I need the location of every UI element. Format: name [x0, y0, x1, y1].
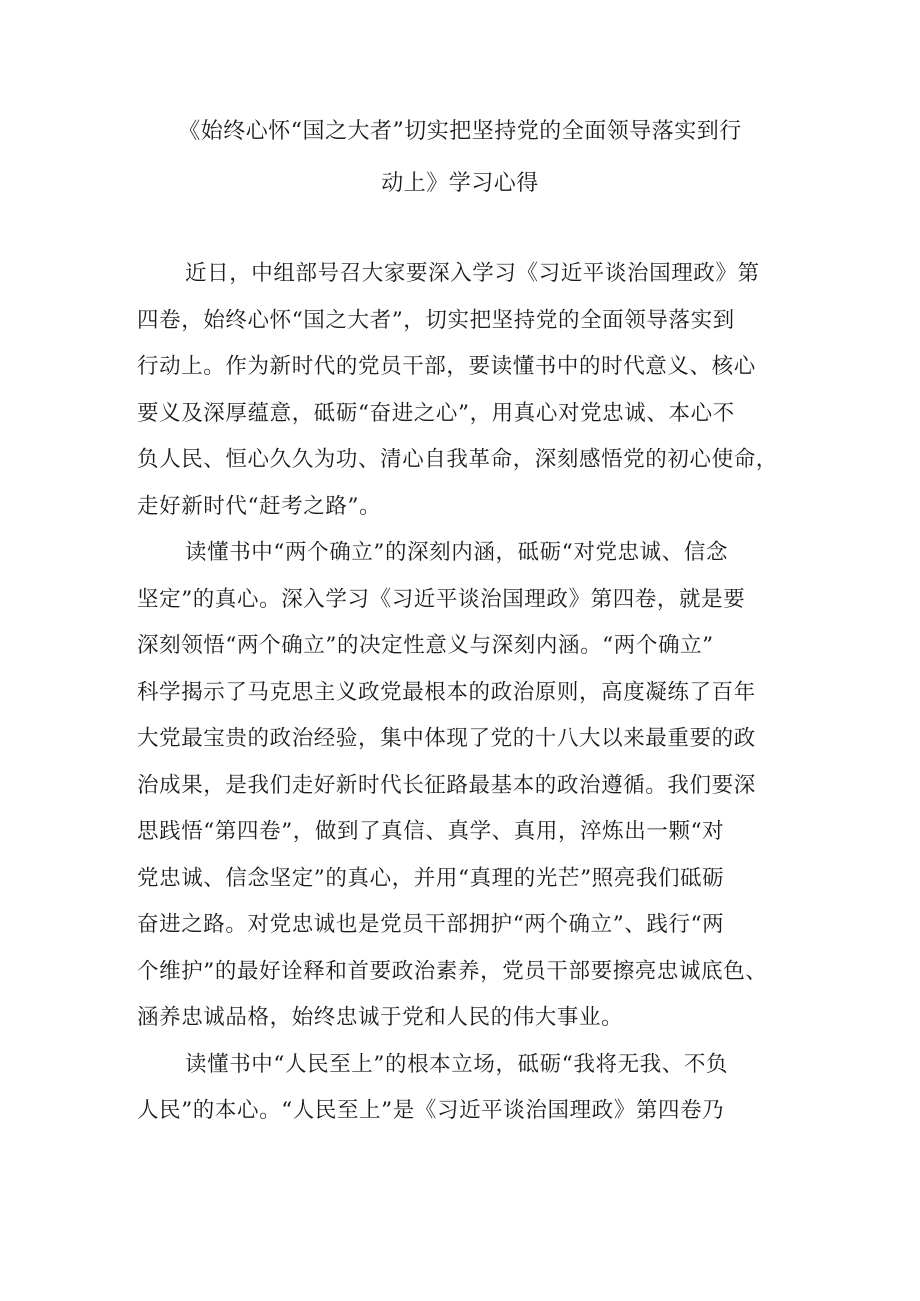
text-line: 个维护”的最好诠释和首要政治素养，党员干部要擦亮忠诚底色、 [137, 958, 768, 984]
text-line: 四卷，始终心怀“国之大者”，切实把坚持党的全面领导落实到 [137, 307, 735, 333]
paragraph-2 [137, 530, 797, 1042]
text-line: 奋进之路。对党忠诚也是党员干部拥护“两个确立”、践行“两 [137, 912, 725, 937]
text-line: 科学揭示了马克思主义政党最根本的政治原则，高度凝练了百年 [137, 679, 756, 705]
text-line: 人民”的本心。“人民至上”是《习近平谈治国理政》第四卷乃 [137, 1098, 725, 1123]
text-line: 坚定”的真心。深入学习《习近平谈治国理政》第四卷，就是要 [137, 586, 746, 612]
title-line-2: 动上》学习心得 [381, 171, 539, 196]
paragraph-3 [137, 1042, 797, 1135]
document-body [137, 251, 797, 1135]
text-line: 深刻领悟“两个确立”的决定性意义与深刻内涵。“两个确立” [137, 633, 714, 658]
text-line: 行动上。作为新时代的党员干部，要读懂书中的时代意义、核心 [137, 354, 756, 379]
text-line: 走好新时代“赶考之路”。 [137, 493, 382, 519]
title-line-1: 《始终心怀“国之大者”切实把坚持党的全面领导落实到行 [178, 119, 742, 144]
text-line: 思践悟“第四卷”，做到了真信、真学、真用，淬炼出一颗“对 [137, 819, 725, 844]
text-line: 读懂书中“人民至上”的根本立场，砥砺“我将无我、不负 [185, 1051, 729, 1077]
document-title [130, 106, 790, 210]
text-line: 近日，中组部号召大家要深入学习《习近平谈治国理政》第 [185, 261, 760, 286]
text-line: 大党最宝贵的政治经验，集中体现了党的十八大以来最重要的政 [137, 726, 756, 751]
text-line: 负人民、恒心久久为功、清心自我革命，深刻感悟党的初心使命， [137, 447, 778, 472]
text-line: 要义及深厚蕴意，砥砺“奋进之心”，用真心对党忠诚、本心不 [137, 400, 735, 426]
text-line: 治成果，是我们走好新时代长征路最基本的政治遵循。我们要深 [137, 772, 756, 798]
text-line: 党忠诚、信念坚定”的真心，并用“真理的光芒”照亮我们砥砺 [137, 865, 725, 891]
paragraph-1 [137, 251, 797, 530]
text-line: 读懂书中“两个确立”的深刻内涵，砥砺“对党忠诚、信念 [185, 540, 729, 565]
text-line: 涵养忠诚品格，始终忠诚于党和人民的伟大事业。 [137, 1005, 624, 1030]
